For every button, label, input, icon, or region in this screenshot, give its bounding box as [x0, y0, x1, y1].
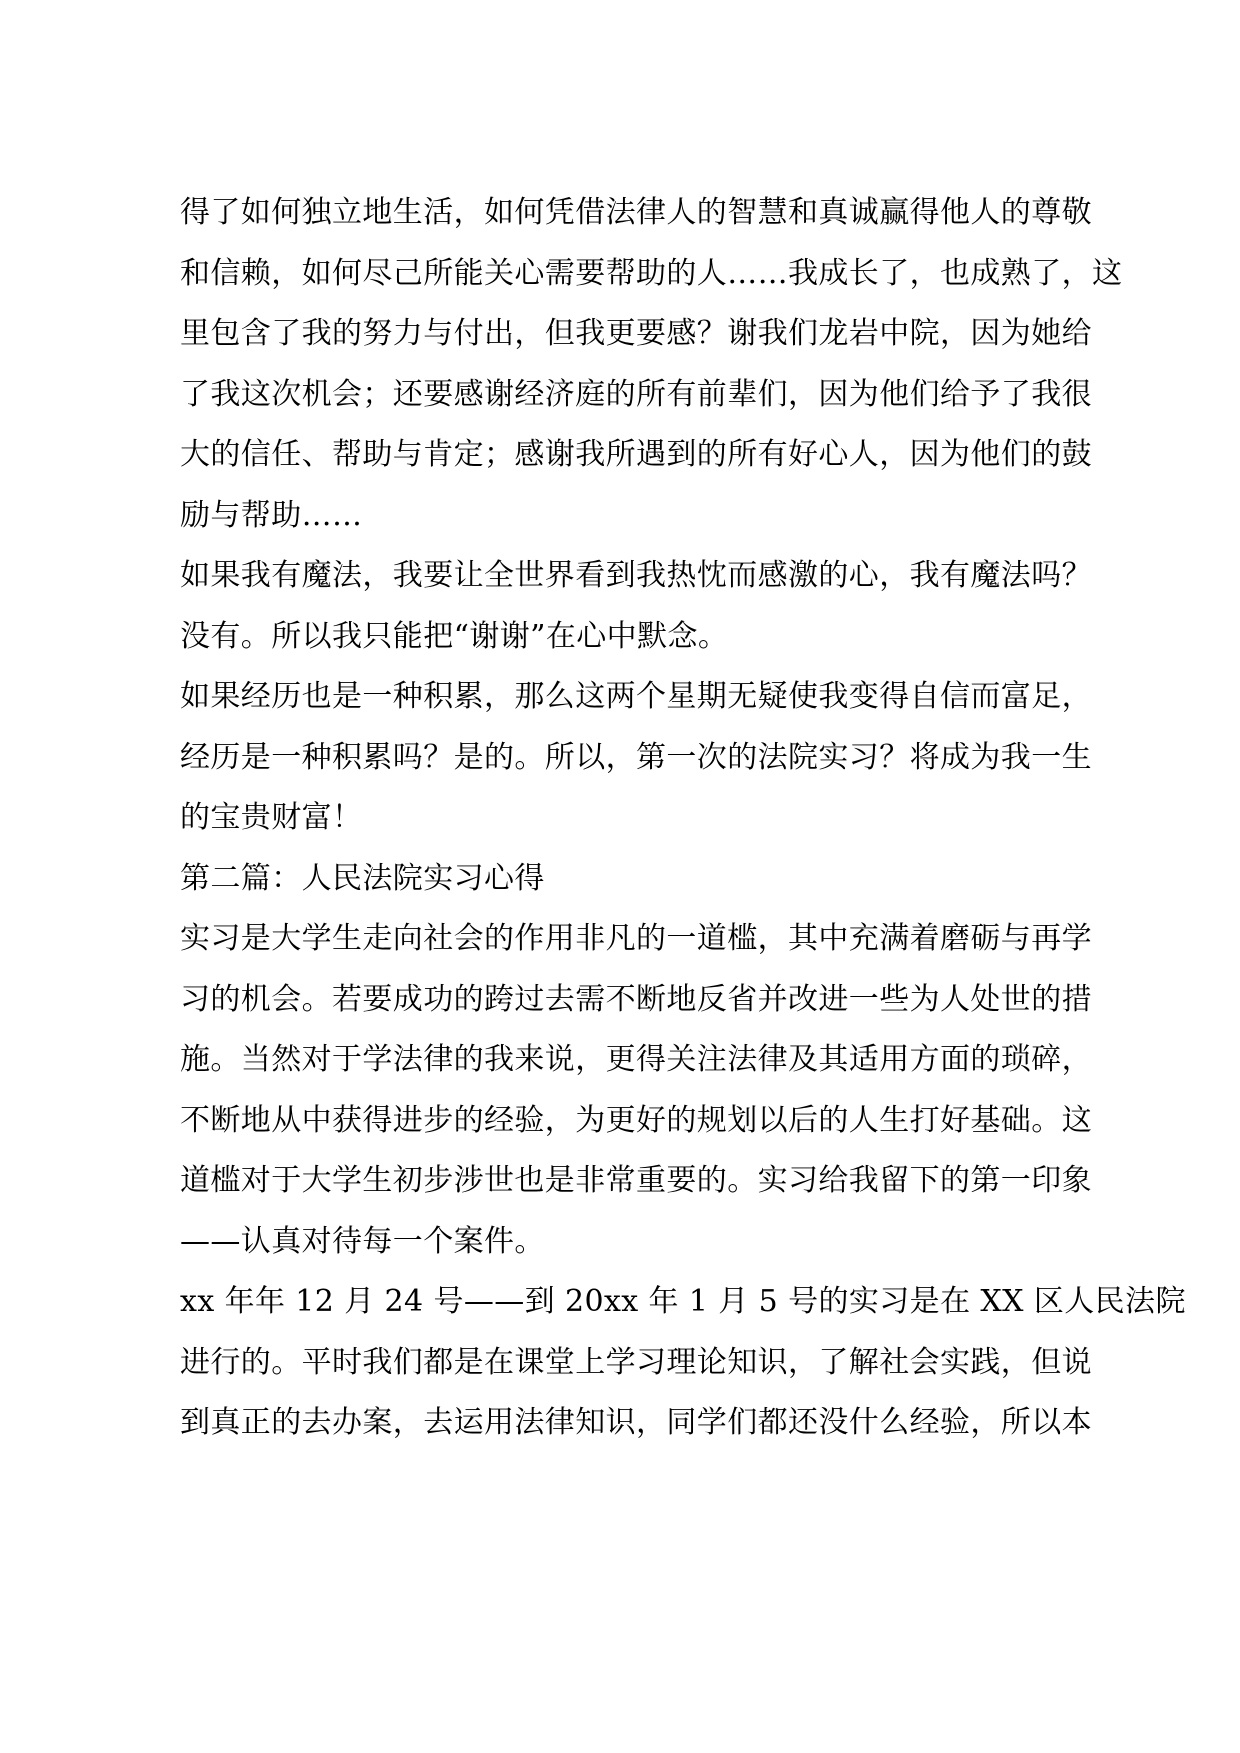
document-body: [180, 183, 1186, 1454]
text-line: 经历是一种积累吗？是的。所以，第一次的法院实习？将成为我一生: [180, 739, 1092, 775]
text-line: 如果经历也是一种积累，那么这两个星期无疑使我变得自信而富足，: [180, 679, 1092, 714]
text-line: 道槛对于大学生初步涉世也是非常重要的。实习给我留下的第一印象: [180, 1163, 1092, 1198]
text-line: 进行的。平时我们都是在课堂上学习理论知识，了解社会实践，但说: [180, 1344, 1092, 1380]
text-line: 没有。所以我只能把“谢谢”在心中默念。: [180, 618, 729, 654]
text-line: 励与帮助……: [180, 497, 363, 533]
text-line: 得了如何独立地生活，如何凭借法律人的智慧和真诚赢得他人的尊敬: [180, 195, 1092, 230]
text-line: 和信赖，如何尽己所能关心需要帮助的人……我成长了，也成熟了，这: [180, 255, 1123, 291]
text-line: 的宝贵财富！: [180, 800, 363, 835]
text-line: 不断地从中获得进步的经验，为更好的规划以后的人生打好基础。这: [180, 1102, 1092, 1138]
text-line: 如果我有魔法，我要让全世界看到我热忱而感激的心，我有魔法吗？: [180, 558, 1092, 593]
section-heading: 第二篇：人民法院实习心得: [180, 860, 545, 896]
text-line: 实习是大学生走向社会的作用非凡的一道槛，其中充满着磨砺与再学: [180, 921, 1092, 956]
text-line: 到真正的去办案，去运用法律知识，同学们都还没什么经验，所以本: [180, 1405, 1092, 1440]
text-line: 了我这次机会；还要感谢经济庭的所有前辈们，因为他们给予了我很: [180, 376, 1092, 412]
text-line: 大的信任、帮助与肯定；感谢我所遇到的所有好心人，因为他们的鼓: [180, 437, 1092, 472]
text-line: 施。当然对于学法律的我来说，更得关注法律及其适用方面的琐碎，: [180, 1042, 1092, 1077]
text-line: xx 年年 12 月 24 号——到 20xx 年 1 月 5 号的实习是在 XX 区人民法院: [180, 1284, 1186, 1319]
text-line: ——认真对待每一个案件。: [180, 1223, 545, 1259]
text-line: 里包含了我的努力与付出，但我更要感？谢我们龙岩中院，因为她给: [180, 316, 1092, 351]
text-line: 习的机会。若要成功的跨过去需不断地反省并改进一些为人处世的措: [180, 981, 1092, 1017]
